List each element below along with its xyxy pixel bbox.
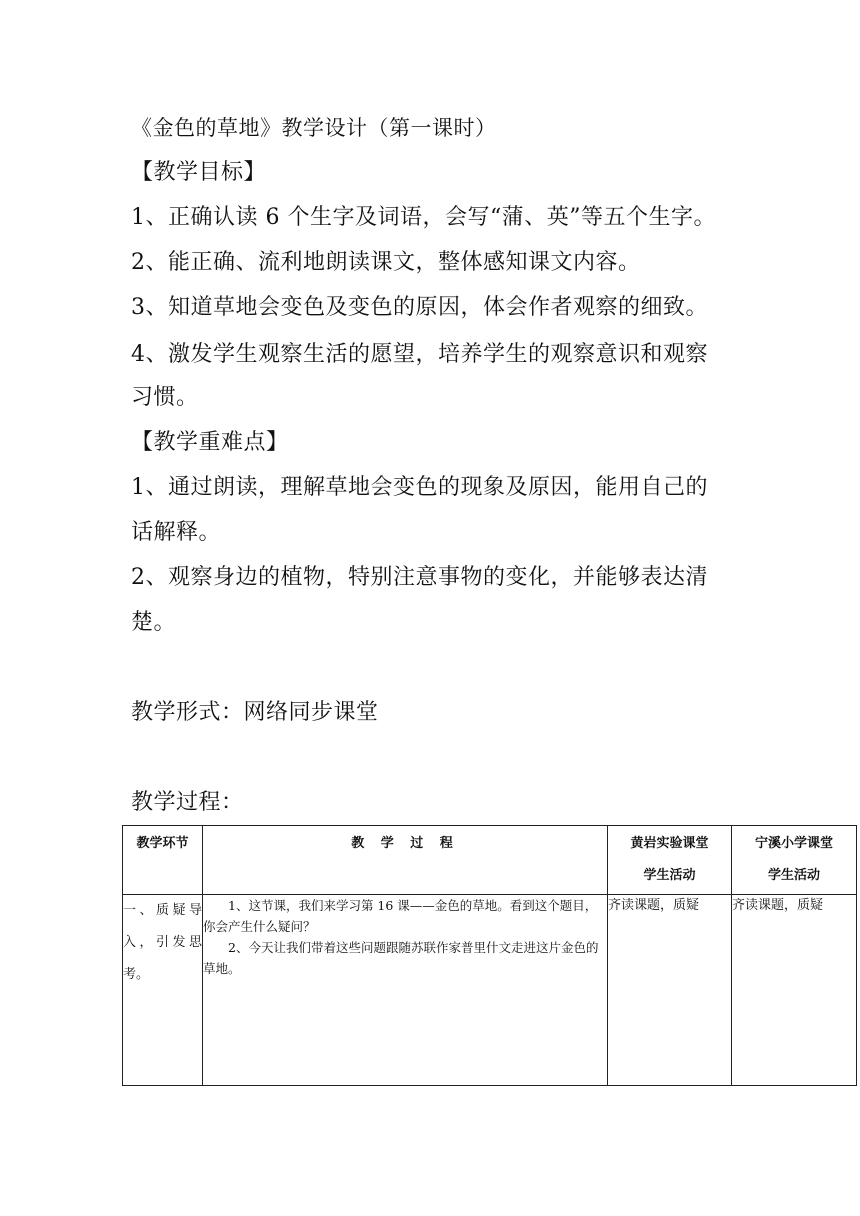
objective-item: 4、激发学生观察生活的愿望，培养学生的观察意识和观察 — [131, 342, 708, 367]
table-row — [123, 895, 857, 1086]
objective-item-continued: 习惯。 — [131, 385, 199, 410]
header-ningxi — [732, 826, 857, 895]
keypoints-heading: 【教学重难点】 — [131, 430, 289, 455]
cell-process — [203, 895, 608, 1086]
header-ningxi-line2: 学生活动 — [767, 868, 820, 883]
keypoint-item-continued: 楚。 — [131, 610, 177, 635]
keypoint-item-continued: 话解释。 — [131, 520, 222, 545]
header-huangyan-line1: 黄岩实验课堂 — [630, 836, 709, 851]
cell-huangyan-activity: 齐读课题，质疑 — [608, 895, 732, 1086]
keypoint-item: 1、通过朗读，理解草地会变色的现象及原因，能用自己的 — [131, 475, 708, 500]
table-header-row — [123, 826, 857, 895]
header-huangyan-line2: 学生活动 — [643, 868, 696, 883]
header-ningxi-line1: 宁溪小学课堂 — [754, 836, 833, 851]
cell-stage: 一、质疑导入，引发思考。 — [123, 895, 203, 1086]
objective-item: 2、能正确、流利地朗读课文，整体感知课文内容。 — [131, 250, 641, 275]
document-title: 《金色的草地》教学设计（第一课时） — [131, 116, 497, 140]
objective-item: 1、正确认读 6 个生字及词语，会写“蒲、英”等五个生字。 — [131, 205, 716, 230]
keypoint-item: 2、观察身边的植物，特别注意事物的变化，并能够表达清 — [131, 565, 708, 590]
teaching-process-table — [122, 825, 857, 1086]
objectives-heading: 【教学目标】 — [131, 160, 267, 185]
cell-ningxi-activity: 齐读课题，质疑 — [732, 895, 857, 1086]
objective-item: 3、知道草地会变色及变色的原因，体会作者观察的细致。 — [131, 295, 708, 320]
header-huangyan — [608, 826, 732, 895]
header-stage: 教学环节 — [123, 826, 203, 895]
teaching-form: 教学形式：网络同步课堂 — [131, 700, 379, 725]
process-step: 2、今天让我们带着这些问题跟随苏联作家普里什文走进这片金色的草地。 — [203, 940, 599, 976]
header-process: 教 学 过 程 — [203, 826, 608, 895]
process-step: 1、这节课，我们来学习第 16 课——金色的草地。看到这个题目，你会产生什么疑问？ — [203, 898, 598, 934]
process-heading: 教学过程： — [131, 790, 244, 815]
